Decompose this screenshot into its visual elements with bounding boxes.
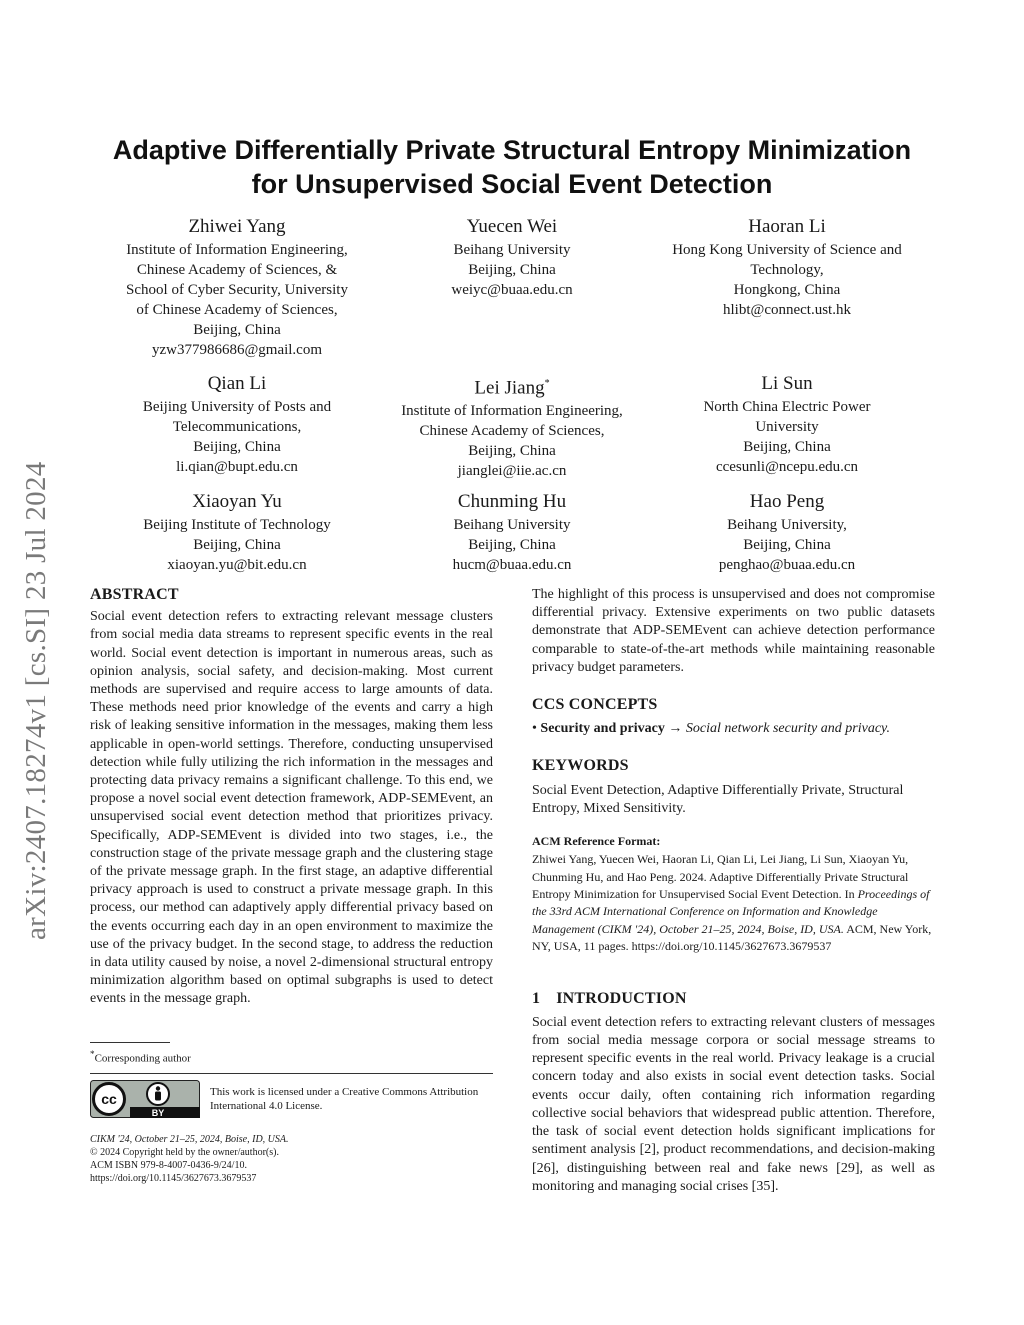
author-affiliation: Institute of Information Engineering, [401, 403, 623, 420]
author-affiliation: of Chinese Academy of Sciences, [136, 302, 338, 318]
author-affiliation: Institute of Information Engineering, [126, 242, 348, 258]
author-affiliation: Chinese Academy of Sciences, & [136, 262, 338, 278]
author-affiliation: Chinese Academy of Sciences, [419, 423, 605, 440]
author-affiliation: Technology, [750, 262, 824, 278]
author-email: hlibt@connect.ust.hk [723, 302, 851, 318]
author-location: Beijing, China [468, 443, 556, 460]
footnote [90, 1047, 191, 1066]
author-block [92, 490, 382, 575]
author-email: hucm@buaa.edu.cn [452, 557, 572, 573]
author-block [642, 490, 932, 575]
arxiv-side-stamp: arXiv:2407.18274v1 [cs.SI] 23 Jul 2024 [20, 461, 52, 940]
author-email: xiaoyan.yu@bit.edu.cn [167, 557, 307, 573]
author-name: Yuecen Wei [466, 216, 558, 237]
author-block [642, 372, 932, 477]
title-line-2: for Unsupervised Social Event Detection [251, 169, 773, 199]
cc-badge-text: cc [101, 1091, 117, 1107]
author-location: Beijing, China [193, 439, 281, 455]
abstract-heading: ABSTRACT [90, 586, 179, 603]
acm-ref-proceedings: Proceedings of the 33rd ACM International Conference on Information and Knowledge Management (CIKM '24), October 21–25, 2024, Boise, ID, USA. [532, 887, 930, 936]
cc-by-license-icon [90, 1080, 200, 1118]
author-location: Beijing, China [193, 322, 281, 338]
author-email: yzw377986686@gmail.com [151, 342, 323, 358]
author-block [367, 490, 657, 575]
author-block [367, 372, 657, 481]
author-email: ccesunli@ncepu.edu.cn [715, 459, 859, 475]
author-block [92, 215, 382, 360]
license-rule [90, 1073, 493, 1074]
venue-text: CIKM '24, October 21–25, 2024, Boise, ID, USA. [90, 1134, 289, 1145]
doi-link[interactable]: https://doi.org/10.1145/3627673.3679537 [90, 1173, 257, 1184]
author-name: Hao Peng [749, 491, 825, 512]
ccs-bold: Security and privacy [540, 721, 665, 737]
author-affiliation: School of Cyber Security, University [126, 282, 348, 298]
author-location: Hongkong, China [733, 282, 841, 298]
left-column [90, 586, 493, 1009]
footnote-mark: * [90, 1049, 95, 1059]
author-email: penghao@buaa.edu.cn [718, 557, 856, 573]
by-badge-text: BY [151, 1108, 165, 1118]
author-name: Li Sun [761, 373, 813, 394]
paper-title [60, 133, 964, 201]
ccs-heading: CCS CONCEPTS [532, 696, 658, 714]
acm-ref-tail: ACM, New York, NY, USA, 11 pages. https://doi.org/10.1145/3627673.3679537 [532, 921, 932, 954]
author-block [642, 215, 932, 320]
footnote-rule [90, 1042, 170, 1043]
author-name: Haoran Li [748, 216, 826, 237]
intro-title: INTRODUCTION [556, 989, 687, 1007]
license-text: This work is licensed under a Creative Commons Attribution International 4.0 License. [210, 1086, 479, 1112]
author-name: Zhiwei Yang [188, 216, 286, 237]
author-affiliation: Hong Kong University of Science and [672, 242, 902, 258]
author-location: Beijing, China [468, 537, 556, 553]
author-location: Beijing, China [193, 537, 281, 553]
author-name: Qian Li [207, 373, 267, 394]
author-affiliation: University [755, 419, 819, 435]
ccs-concept [532, 720, 935, 738]
author-location: Beijing, China [468, 262, 556, 278]
title-line-1: Adaptive Differentially Private Structural Entropy Minimization [112, 135, 912, 165]
intro-number: 1 [532, 989, 541, 1007]
keywords-heading: KEYWORDS [532, 757, 629, 775]
author-block [92, 372, 382, 477]
abstract-continued: The highlight of this process is unsupervised and does not compromise differential privacy. Extensive experiments on two public datasets demonstrate that ADP-SEMEvent can achieve detection performance comparable to state-of-the-art methods while maintaining reasonable privacy budget parameters. [532, 587, 935, 675]
acm-ref-body [532, 851, 935, 955]
author-email: li.qian@bupt.edu.cn [176, 459, 298, 475]
footnote-text: Corresponding author [94, 1052, 191, 1065]
author-affiliation: Beijing Institute of Technology [143, 517, 331, 533]
author-email: weiyc@buaa.edu.cn [451, 282, 573, 298]
corresponding-mark: * [544, 378, 550, 389]
abstract-text: Social event detection refers to extracting relevant message clusters from social media data streams to represent specific events in the real world. Social event detection is important in numerous areas, such as opinion analysis, social safety, and decision-making. Most current methods are supervised and require access to large amounts of data. These methods need prior knowledge of the events and carry a high risk of leaking sensitive information in the messages, making them less applicable in open-world settings. Therefore, conducting unsupervised detection while fully utilizing the rich information in the messages and protecting data privacy remains a significant challenge. To this end, we propose a novel social event detection framework, ADP-SEMEvent, an unsupervised social event detection method that prioritizes privacy. Specifically, ADP-SEMEvent is divided into two stages, i.e., the construction stage of the private message graph and the clustering stage of the private message graph. In the first stage, an adaptive differential privacy approach is used to construct a private message graph. In this process, our method can adaptively apply differential privacy based on the events occurring each day in an open environment to maximize the use of the privacy budget. In the second stage, to address the reduction in data utility caused by noise, a novel 2-dimensional structural entropy minimization algorithm based on optimal subgraphs is used to detect events in the message graph. [90, 609, 493, 1007]
ccs-bullet: • [532, 721, 537, 737]
intro-heading [532, 990, 935, 1008]
isbn-line: ACM ISBN 979-8-4007-0436-9/24/10. [90, 1160, 247, 1171]
right-column [532, 586, 935, 1196]
publication-metadata [90, 1133, 490, 1185]
author-name-line [367, 372, 657, 400]
intro-text: Social event detection refers to extracting relevant clusters of messages from social media message corpora or social message streams to represent specific events in the real world. Privacy leakage is a crucial concern today and also exists in social event detection tasks. Social events occur daily, often containing rich information regarding collective social behaviors that widespread public attention. Therefore, the task of social event detection holds significant implications for sentiment analysis [2], product recommendations, and decision-making [26], distinguishing between real and fake news [29], as well as monitoring and managing social crises [35]. [532, 1014, 935, 1194]
author-affiliation: Beihang University [453, 242, 571, 258]
venue-line [90, 1133, 490, 1146]
author-affiliation: Beihang University, [727, 517, 847, 533]
author-location: Beijing, China [743, 439, 831, 455]
acm-ref-authors: Zhiwei Yang, Yuecen Wei, Haoran Li, Qian Li, Lei Jiang, Li Sun, Xiaoyan Yu, Chunming Hu, and Hao Peng. 2024. Adaptive Differentially Private Structural Entropy Minimization for Unsupervised Social Event Detection. In [532, 852, 909, 902]
acm-ref-heading: ACM Reference Format: [532, 834, 661, 849]
author-email: jianglei@iie.ac.cn [457, 463, 567, 480]
author-affiliation: Telecommunications, [172, 419, 302, 435]
author-affiliation: Beihang University [453, 517, 571, 533]
keywords-text: Social Event Detection, Adaptive Differentially Private, Structural Entropy, Mixed Sensitivity. [532, 782, 904, 816]
ccs-italic: Social network security and privacy. [685, 721, 890, 737]
author-name: Lei Jiang [474, 377, 545, 399]
author-location: Beijing, China [743, 537, 831, 553]
copyright-line: © 2024 Copyright held by the owner/author(s). [90, 1147, 279, 1158]
author-block [367, 215, 657, 300]
author-affiliation: North China Electric Power [703, 399, 871, 415]
author-name: Chunming Hu [457, 491, 567, 512]
author-affiliation: Beijing University of Posts and [142, 399, 332, 415]
author-name: Xiaoyan Yu [192, 491, 282, 512]
ccs-arrow: → [668, 721, 683, 737]
